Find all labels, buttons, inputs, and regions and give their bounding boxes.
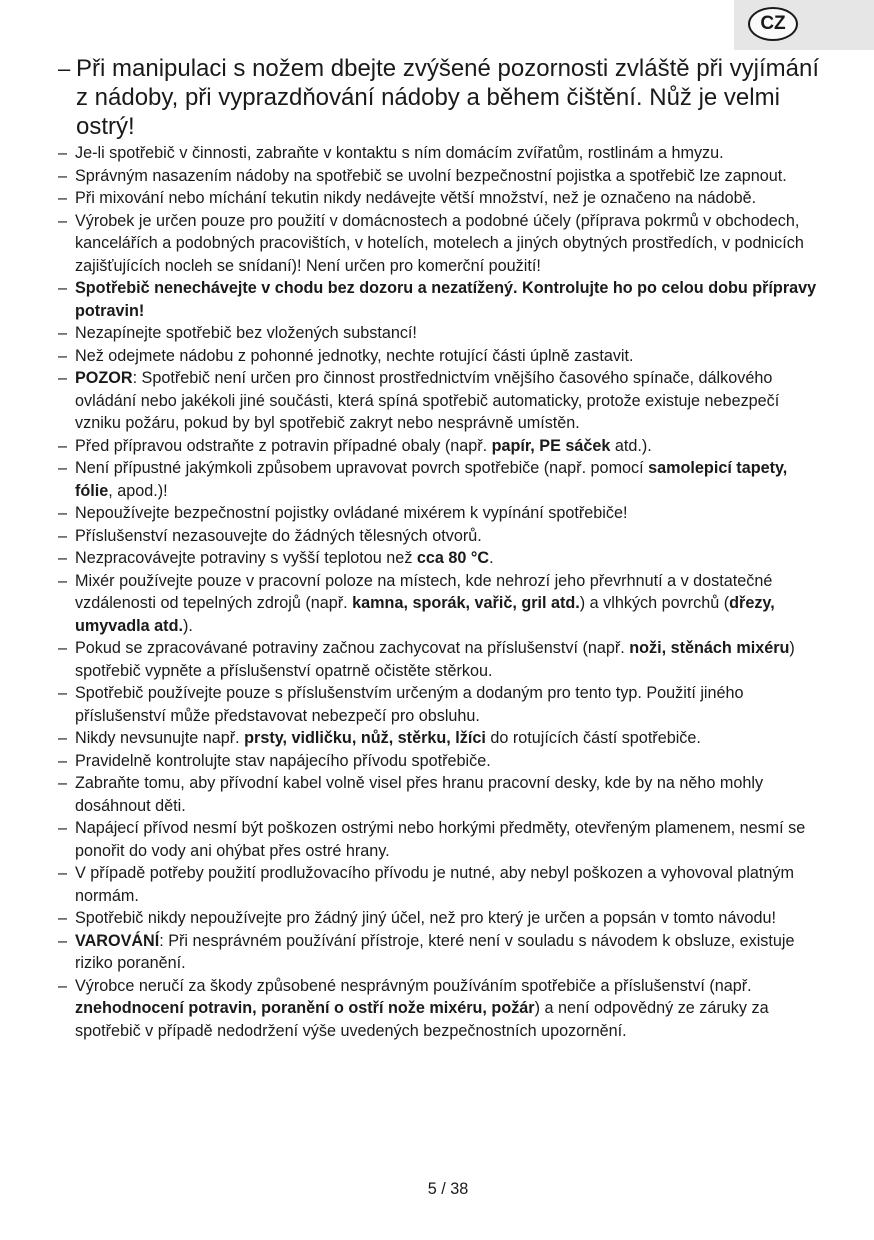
list-item [58, 502, 828, 525]
item-text: Nezpracovávejte potraviny s vyšší teplotou než [75, 549, 417, 567]
item-text: : Spotřebič není určen pro činnost prostřednictvím vnějšího časového spínače, dálkového ovládání nebo jakékoli jiné součásti, která spíná spotřebič automaticky, protože existuje nebezpečí vzniku požáru, pokud by byl spotřebič zakryt nebo nesprávně umístěn. [75, 369, 780, 432]
list-item [58, 142, 828, 165]
bold-text: noži, stěnách mixéru [629, 639, 790, 657]
language-badge: CZ [748, 7, 798, 41]
list-item [58, 570, 828, 638]
item-text: Výrobce neručí za škody způsobené nesprávným používáním spotřebiče a příslušenství (např. [75, 976, 752, 995]
item-text: Před přípravou odstraňte z potravin případné obaly (např. [75, 436, 492, 455]
item-text: Pravidelně kontrolujte stav napájecího přívodu spotřebiče. [75, 751, 491, 770]
list-item [58, 322, 828, 345]
list-item [58, 862, 828, 907]
item-text: Výrobek je určen pouze pro použití v domácnostech a podobné účely (příprava pokrmů v obchodech, kancelářích a podobných pracovištích, v hotelích, motelech a jiných obytných prostředích, v podnicích zajišťujících nocleh se snídaní)! Není určen pro komerční použití! [75, 211, 804, 275]
item-text: Spotřebič používejte pouze s příslušenstvím určeným a dodaným pro tento typ. Použití jiného příslušenství může představovat nebezpečí pro obsluhu. [75, 684, 744, 725]
list-item [58, 907, 828, 930]
item-text: Příslušenství nezasouvejte do žádných tělesných otvorů. [75, 526, 482, 545]
list-item [58, 457, 828, 502]
item-text: Pokud se zpracovávané potraviny začnou zachycovat na příslušenství (např. [75, 639, 630, 657]
list-item [58, 817, 828, 862]
item-text: . [489, 549, 494, 567]
item-text: Nezapínejte spotřebič bez vložených substancí! [75, 324, 417, 342]
item-text: do rotujících částí spotřebiče. [485, 729, 701, 747]
item-text: V případě potřeby použití prodlužovacího přívodu je nutné, aby nebyl poškozen a vyhovoval platným normám. [75, 864, 794, 905]
bold-text: Spotřebič nenechávejte v chodu bez dozoru a nezatížený. Kontrolujte ho po celou dobu přípravy potravin! [75, 279, 817, 320]
list-item [58, 54, 828, 141]
bold-text: znehodnocení potravin, poranění o ostří nože mixéru, požár [75, 999, 535, 1017]
item-text: atd.). [610, 436, 652, 455]
page-number: 5 / 38 [427, 1180, 469, 1198]
item-text: Zabraňte tomu, aby přívodní kabel volně visel přes hranu pracovní desky, kde by na něho mohly dosáhnout děti. [75, 774, 764, 815]
list-item [58, 345, 828, 368]
item-text: Mixér používejte pouze v pracovní poloze na místech, kde nehrozí jeho převrhnutí a v dostatečné vzdálenosti od tepelných zdrojů (např. [75, 571, 773, 612]
list-item [58, 547, 828, 570]
item-text: Je-li spotřebič v činnosti, zabraňte v kontaktu s ním domácím zvířatům, rostlinám a hmyzu. [75, 144, 724, 162]
item-text: Při mixování nebo míchání tekutin nikdy nedávejte větší množství, než je označeno na nádobě. [75, 189, 757, 207]
item-text: , apod.)! [108, 481, 168, 500]
list-item [58, 750, 828, 773]
bold-text: papír, PE sáček [491, 436, 611, 455]
bold-text: samolepicí tapety, fólie [75, 459, 788, 500]
list-item [58, 165, 828, 188]
bold-text: kamna, sporák, vařič, gril atd. [352, 594, 580, 612]
item-text: ) spotřebič vypněte a příslušenství opatrně očistěte stěrkou. [75, 639, 795, 680]
list-item [58, 727, 828, 750]
item-text: Nikdy nevsunujte např. [75, 729, 245, 747]
list-item [58, 930, 828, 975]
list-item [58, 187, 828, 210]
item-text: ) a není odpovědný ze záruky za spotřebič v případě nedodržení výše uvedených bezpečnostních upozornění. [75, 999, 769, 1040]
list-item [58, 682, 828, 727]
list-item [58, 525, 828, 548]
item-text: Spotřebič nikdy nepoužívejte pro žádný jiný účel, než pro který je určen a popsán v tomto návodu! [75, 909, 776, 927]
list-item [58, 367, 828, 435]
list-item [58, 772, 828, 817]
bold-text: VAROVÁNÍ [75, 931, 160, 950]
bold-text: dřezy, umyvadla atd. [75, 594, 775, 635]
item-text: Není přípustné jakýmkoli způsobem upravovat povrch spotřebiče (např. pomocí [75, 459, 649, 477]
list-item [58, 637, 828, 682]
bold-text: prsty, vidličku, nůž, stěrku, lžíci [244, 729, 486, 747]
safety-instructions-list [58, 54, 828, 1042]
list-item [58, 435, 828, 458]
item-text: Při manipulaci s nožem dbejte zvýšené pozornosti zvláště při vyjímání z nádoby, při vyprazdňování nádoby a během čištění. Nůž je velmi ostrý! [76, 55, 819, 140]
bold-text: POZOR [75, 369, 133, 387]
item-text: ). [182, 616, 193, 635]
item-text: Nepoužívejte bezpečnostní pojistky ovládané mixérem k vypínání spotřebiče! [75, 504, 628, 522]
item-text: Než odejmete nádobu z pohonné jednotky, nechte rotující části úplně zastavit. [75, 346, 634, 365]
item-text: : Při nesprávném používání přístroje, které není v souladu s návodem k obsluze, existuje riziko poranění. [75, 931, 795, 972]
list-item [58, 210, 828, 278]
list-item [58, 277, 828, 322]
bold-text: cca 80 °C [416, 549, 490, 567]
item-text: Správným nasazením nádoby na spotřebič se uvolní bezpečnostní pojistka a spotřebič lze zapnout. [75, 166, 787, 185]
item-text: ) a vlhkých povrchů ( [579, 594, 730, 612]
list-item [58, 975, 828, 1043]
item-text: Napájecí přívod nesmí být poškozen ostrými nebo horkými předměty, otevřeným plamenem, nesmí se ponořit do vody ani ohýbat přes ostré hrany. [75, 819, 806, 860]
